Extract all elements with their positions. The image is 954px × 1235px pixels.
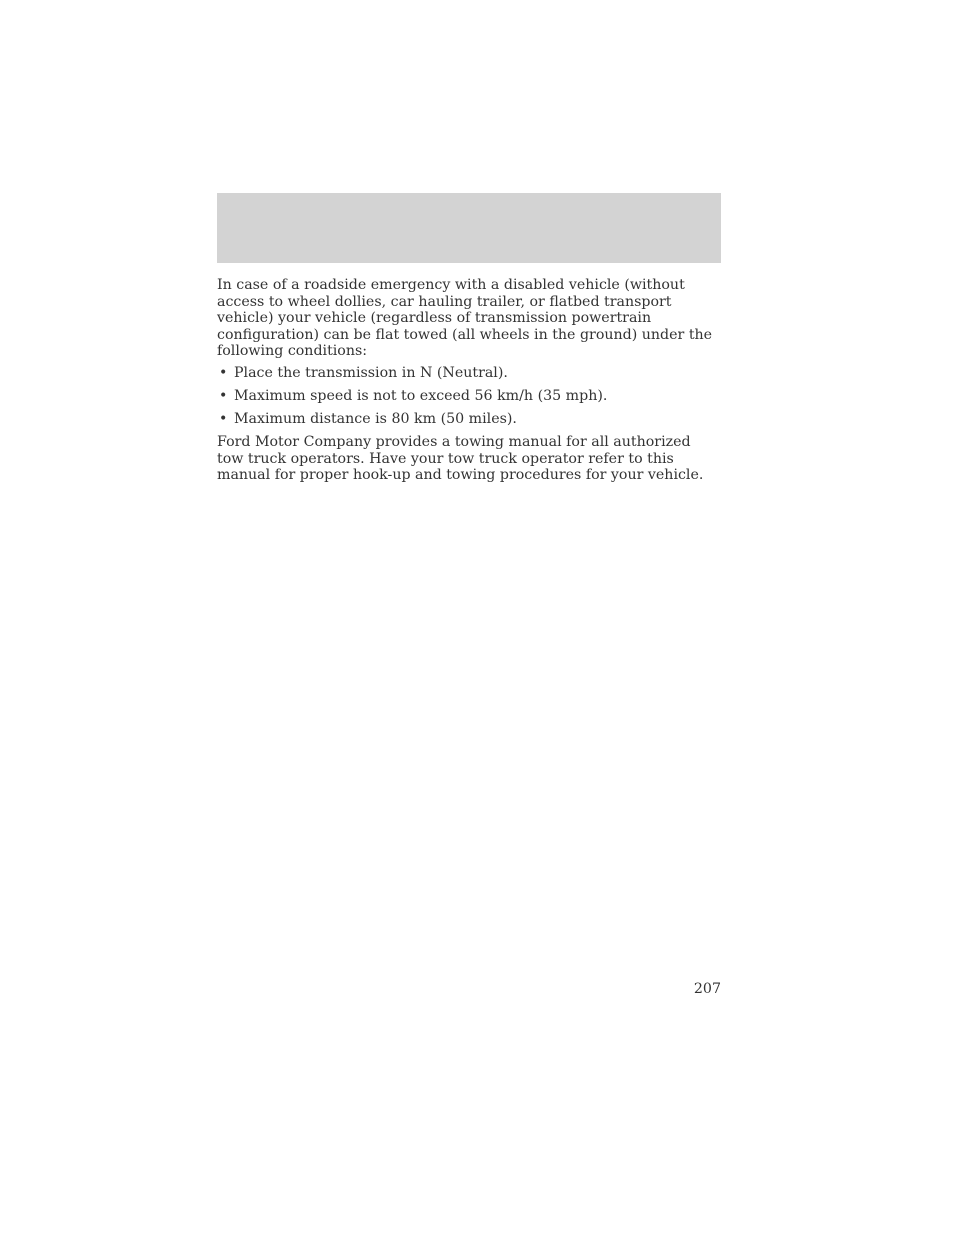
- condition-text: Maximum distance is 80 km (50 miles).: [234, 411, 517, 428]
- list-item: [217, 411, 721, 428]
- condition-text: Place the transmission in N (Neutral).: [234, 364, 508, 381]
- page-content: [217, 277, 721, 484]
- condition-text: Maximum speed is not to exceed 56 km/h (35 mph).: [234, 388, 608, 405]
- bullet-icon: •: [219, 388, 228, 405]
- list-item: [217, 365, 721, 382]
- conditions-list: [217, 365, 721, 428]
- intro-paragraph: In case of a roadside emergency with a disabled vehicle (without access to wheel dollies, car hauling trailer, or flatbed transport vehicle) your vehicle (regardless of transmission powertrain configuration) can be flat towed (all wheels in the ground) under the following conditions:: [217, 277, 713, 360]
- closing-paragraph: Ford Motor Company provides a towing manual for all authorized tow truck operators. Have your tow truck operator refer to this manual for proper hook-up and towing procedures for your vehicle.: [217, 434, 704, 484]
- page-number: 207: [693, 981, 721, 997]
- bullet-icon: •: [219, 364, 228, 381]
- section-header-band: [217, 193, 721, 263]
- list-item: [217, 388, 721, 405]
- bullet-icon: •: [219, 411, 228, 428]
